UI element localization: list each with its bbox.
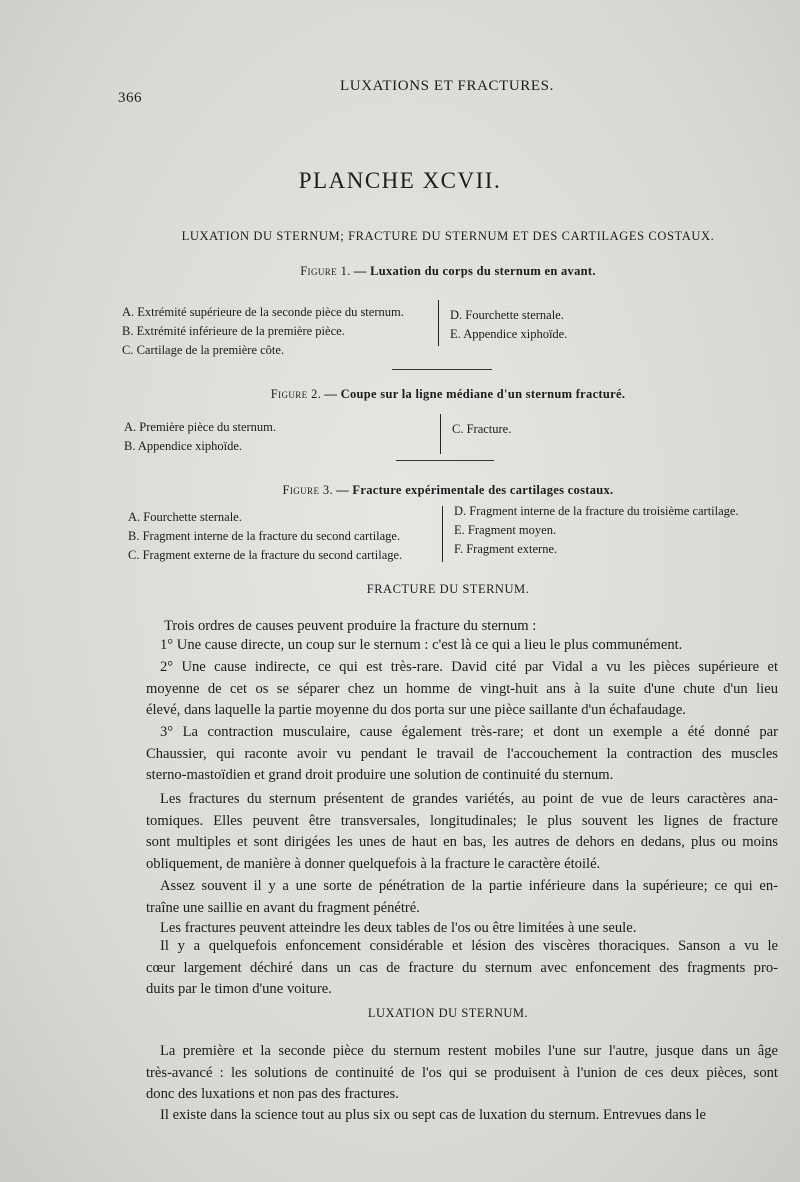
text-line: Les fractures du sternum présentent de grandes variétés, au point de vue de leurs caractères ana-	[160, 791, 778, 807]
figure-1-caption	[118, 264, 778, 279]
luxation-heading: LUXATION DU STERNUM.	[367, 1006, 529, 1020]
figure-1-label: Figure 1.	[300, 264, 351, 278]
figure-1-legend-left	[122, 303, 404, 360]
paragraph	[130, 635, 778, 657]
text-line: moyenne de cet os se séparer chez un homme de vingt-huit ans à la suite d'une chute d'un lieu	[146, 680, 778, 697]
paragraph	[130, 722, 778, 787]
text-line: Assez souvent il y a une sorte de pénétration de la partie inférieure dans la supérieure; ce qui en-	[160, 878, 778, 894]
text-line: Chaussier, qui raconte avoir vu pendant le travail de l'accouchement la contraction des muscles	[146, 745, 778, 762]
paragraph	[130, 1041, 778, 1106]
text-line: Les fractures peuvent atteindre les deux tables de l'os ou être limitées à une seule.	[160, 920, 637, 936]
text-line: donc des luxations et non pas des fractures.	[146, 1086, 399, 1103]
text-line: sont multiples et sont dirigées les unes de haut en bas, les autres de dehors en dedans, plus ou moins	[146, 834, 778, 851]
text-line: 3° La contraction musculaire, cause également très-rare; et dont un exemple a été donné par	[160, 724, 778, 740]
text-line: 2° Une cause indirecte, ce qui est très-rare. David cité par Vidal a vu les pièces supérieure et	[160, 659, 778, 675]
figure-2-caption	[118, 387, 778, 402]
paragraph	[130, 936, 778, 1001]
legend-item: C. Fragment externe de la fracture du second cartilage.	[128, 548, 403, 562]
legend-item: D. Fourchette sternale.	[450, 308, 564, 322]
legend-divider	[442, 506, 443, 562]
text-line: tomiques. Elles peuvent être transversales, longitudinales; le plus souvent les lignes de fracture	[146, 812, 778, 829]
figure-2-label: Figure 2.	[270, 387, 322, 401]
figure-1-title: — Luxation du corps du sternum en avant.	[353, 264, 596, 278]
legend-item: F. Fragment externe.	[454, 542, 558, 556]
legend-item: A. Extrémité supérieure de la seconde pièce du sternum.	[122, 305, 404, 319]
legend-item: A. Fourchette sternale.	[128, 510, 242, 524]
text-line: très-avancé : les solutions de continuité de l'os qui se produisent à l'union de ces deux pièces, sont	[146, 1064, 778, 1081]
legend-item: A. Première pièce du sternum.	[124, 420, 277, 434]
text-line: élevé, dans laquelle la partie moyenne du dos porta sur une pièce saillante d'un échafaudage.	[146, 702, 686, 719]
legend-item: B. Fragment interne de la fracture du second cartilage.	[128, 529, 401, 543]
figure-3-legend-right	[454, 502, 739, 559]
text-line: cœur largement déchiré dans un cas de fracture du sternum avec enfoncement des fragments pro-	[146, 959, 778, 976]
paragraph	[130, 1105, 778, 1127]
figure-3-caption	[118, 483, 778, 498]
text-line: Il y a quelquefois enfoncement considérable et lésion des viscères thoraciques. Sanson a vu le	[160, 938, 778, 954]
paragraph	[130, 657, 778, 722]
figure-2-legend-left	[124, 418, 276, 456]
figure-3-label: Figure 3.	[282, 483, 334, 497]
text-line: duits par le timon d'une voiture.	[146, 981, 332, 998]
legend-item: B. Appendice xiphoïde.	[124, 439, 243, 453]
text-line: Il existe dans la science tout au plus six ou sept cas de luxation du sternum. Entrevues dans le	[160, 1107, 706, 1123]
paragraph	[130, 789, 778, 875]
figure-3-title: — Fracture expérimentale des cartilages costaux.	[336, 483, 614, 497]
figure-3-legend-left	[128, 508, 402, 565]
text-line: sterno-mastoïdien et grand droit produire une solution de continuité du sternum.	[146, 767, 614, 784]
text-line: La première et la seconde pièce du sternum restent mobiles l'une sur l'autre, jusque dans un âge	[160, 1043, 778, 1059]
legend-item: B. Extrémité inférieure de la première pièce.	[122, 324, 345, 338]
figure-2-title: — Coupe sur la ligne médiane d'un sternum fracturé.	[324, 387, 626, 401]
running-title: LUXATIONS ET FRACTURES.	[340, 78, 554, 94]
text-line: Trois ordres de causes peuvent produire la fracture du sternum :	[164, 618, 537, 634]
legend-item: C. Cartilage de la première côte.	[122, 343, 285, 357]
page-number: 366	[118, 90, 142, 106]
legend-divider	[440, 414, 441, 454]
plate-subtitle: LUXATION DU STERNUM; FRACTURE DU STERNUM ET DES CARTILAGES COSTAUX.	[181, 229, 715, 243]
separator-rule	[396, 460, 494, 461]
paragraph	[130, 876, 778, 919]
figure-2-legend-right	[452, 420, 511, 439]
fracture-heading: FRACTURE DU STERNUM.	[366, 582, 530, 596]
text-line: 1° Une cause directe, un coup sur le sternum : c'est là ce qui a lieu le plus communément.	[160, 637, 683, 653]
figure-1-legend-right	[450, 306, 567, 344]
legend-item: D. Fragment interne de la fracture du troisième cartilage.	[454, 504, 739, 518]
legend-item: E. Fragment moyen.	[454, 523, 557, 537]
legend-divider	[438, 300, 439, 346]
plate-title: PLANCHE XCVII.	[298, 168, 502, 193]
legend-item: C. Fracture.	[452, 422, 512, 436]
text-line: obliquement, de manière à donner quelquefois à la fracture le caractère étoilé.	[146, 855, 601, 872]
legend-item: E. Appendice xiphoïde.	[450, 327, 568, 341]
separator-rule	[392, 369, 492, 370]
text-line: traîne une saillie en avant du fragment pénétré.	[146, 899, 420, 916]
